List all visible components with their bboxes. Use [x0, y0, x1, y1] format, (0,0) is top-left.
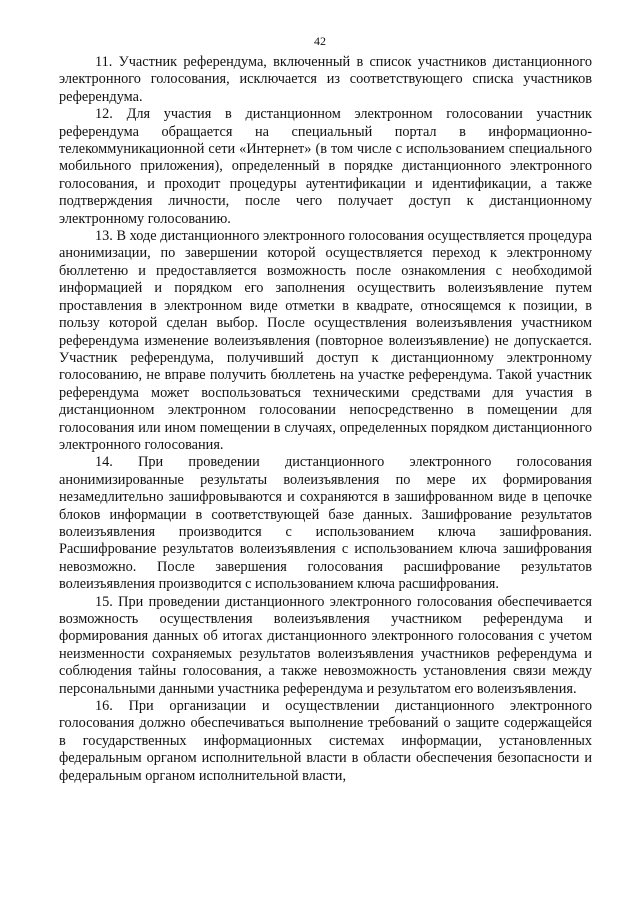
- paragraph-12: 12. Для участия в дистанционном электронном голосовании участник референдума обращается на специальный портал в информационно-телекоммуникационной сети «Интернет» (в том числе с использованием специального мобильного приложения), определенный в порядке дистанционного электронного голосования, и проходит процедуры аутентификации и идентификации, а также подтверждения личности, после чего получает доступ к дистанционному электронному голосованию.: [59, 106, 592, 227]
- paragraph-15: 15. При проведении дистанционного электронного голосования обеспечивается возможность осуществления волеизъявления участником референдума и формирования данных об итогах дистанционного электронного голосования с учетом неизменности сохраняемых результатов волеизъявления участников референдума и соблюдения тайны голосования, а также невозможность установления связи между персональными данными участника референдума и результатом его волеизъявления.: [59, 593, 592, 697]
- paragraph-16: 16. При организации и осуществлении дистанционного электронного голосования должно обеспечиваться выполнение требований о защите содержащейся в государственных информационных системах информации, установленных федеральным органом исполнительной власти в области обеспечения безопасности и федеральным органом исполнительной власти,: [59, 698, 592, 784]
- paragraph-13: 13. В ходе дистанционного электронного голосования осуществляется процедура анонимизации, по завершении которой осуществляется переход к электронному бюллетеню и предоставляется возможность после ознакомления с необходимой информацией и порядком его заполнения осуществить волеизъявление путем проставления в электронном виде отметки в квадрате, относящемся к позиции, в пользу которой сделан выбор. После осуществления волеизъявления участником референдума изменение волеизъявления (повторное волеизъявление) не допускается. Участник референдума, получивший доступ к дистанционному электронному голосованию, не вправе получить бюллетень на участке референдума. Такой участник референдума может воспользоваться техническими средствами для участия в дистанционном электронном голосовании непосредственно в помещении для голосования или ином помещении в случаях, определенных порядком дистанционного электронного голосования.: [59, 228, 592, 453]
- document-body: [59, 54, 592, 785]
- paragraph-11: 11. Участник референдума, включенный в список участников дистанционного электронного голосования, исключается из соответствующего списка участников референдума.: [59, 54, 592, 105]
- page-number: 42: [314, 34, 326, 48]
- paragraph-14: 14. При проведении дистанционного электронного голосования анонимизированные результаты волеизъявления по мере их формирования незамедлительно зашифровываются и сохраняются в зашифрованном виде в цепочке блоков информации в соответствующей базе данных. Зашифрование результатов волеизъявления производится с использованием ключа зашифрования. Расшифрование результатов волеизъявления с использованием ключа зашифрования невозможно. После завершения голосования расшифрование результатов волеизъявления производится с использованием ключа расшифрования.: [59, 454, 592, 593]
